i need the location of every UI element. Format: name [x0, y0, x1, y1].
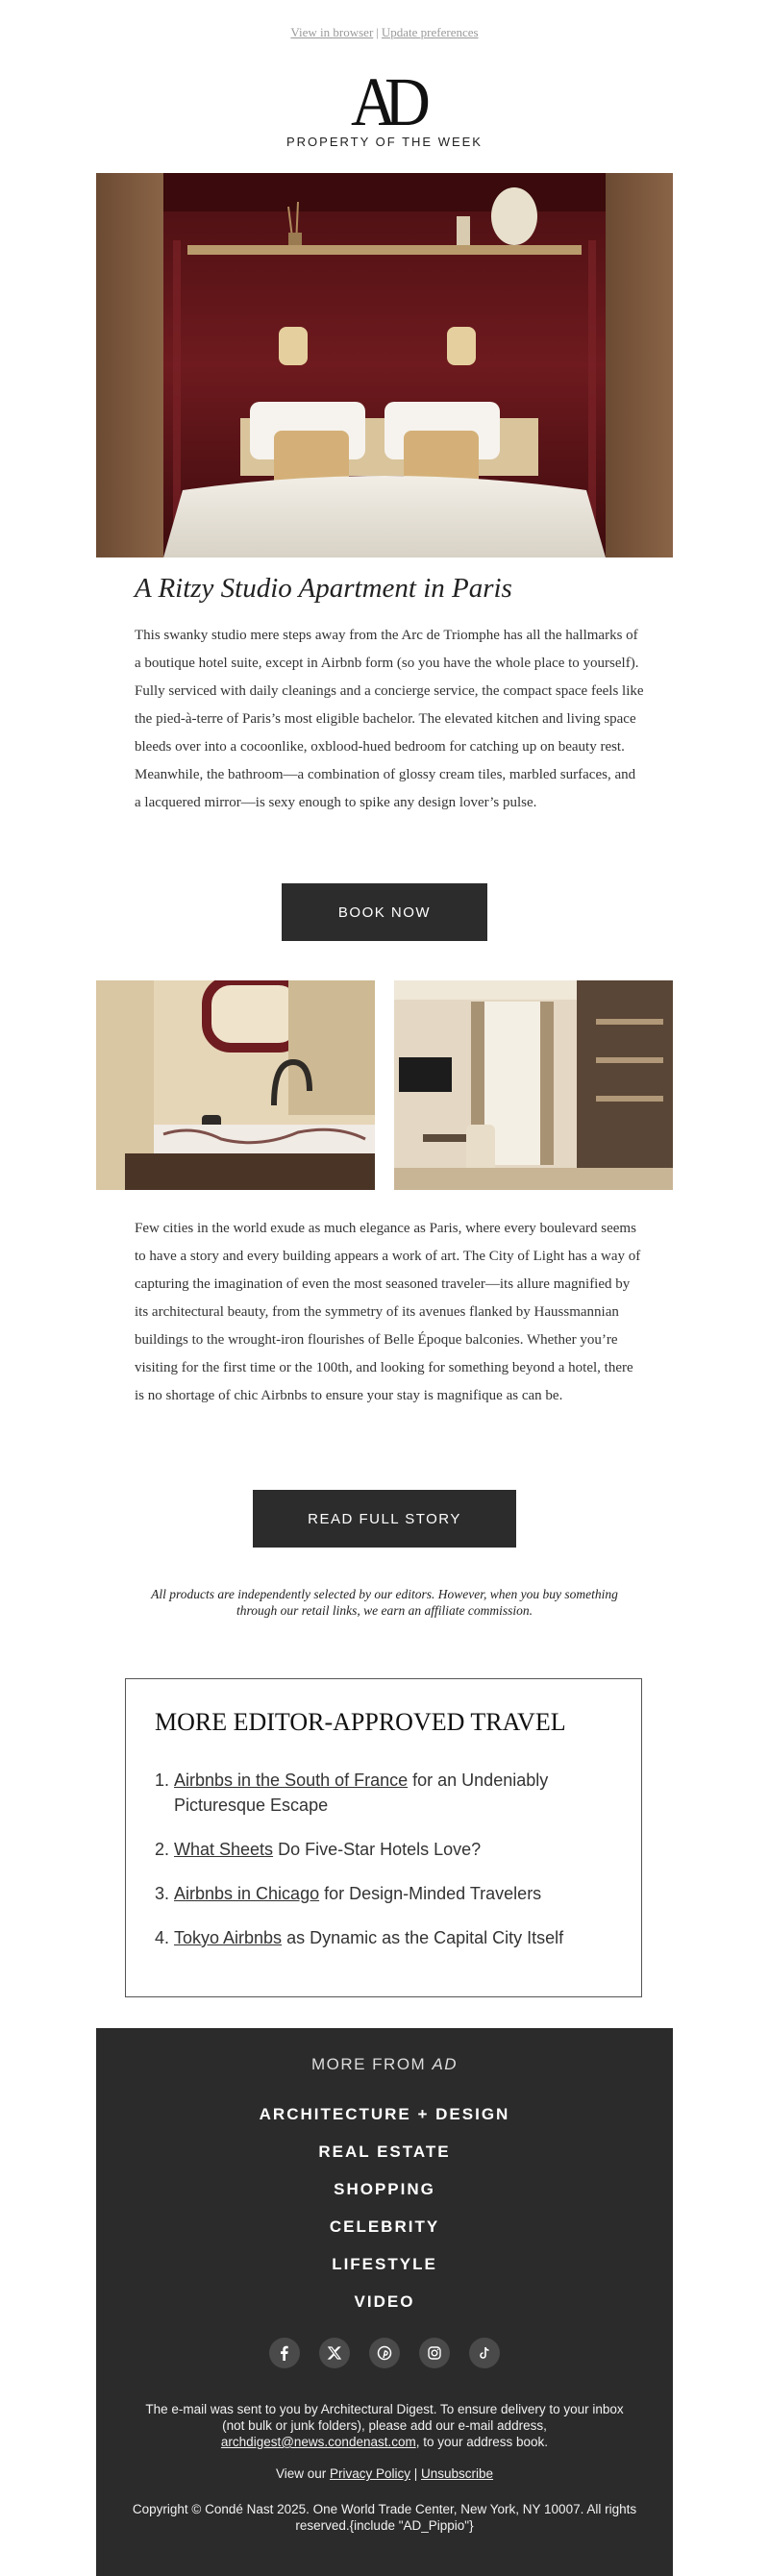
- list-number: 2.: [155, 1840, 170, 1859]
- instagram-icon[interactable]: [419, 2338, 450, 2368]
- footer-nav-lifestyle[interactable]: LIFESTYLE: [332, 2255, 437, 2273]
- travel-link-3[interactable]: Airbnbs in Chicago: [174, 1884, 320, 1903]
- travel-link-1-rest: for an Undeniably Picturesque Escape: [174, 1771, 549, 1815]
- legal-notice: [144, 2401, 625, 2450]
- more-from-heading: [96, 2055, 673, 2074]
- bathroom-image[interactable]: [96, 980, 375, 1190]
- footer-nav-shopping[interactable]: SHOPPING: [334, 2180, 435, 2198]
- more-travel-list: [155, 1768, 607, 1969]
- travel-link-1[interactable]: Airbnbs in the South of France: [174, 1771, 409, 1790]
- footer-nav-celebrity[interactable]: CELEBRITY: [329, 2217, 440, 2236]
- bathroom-illustration: [96, 980, 375, 1190]
- read-full-story-button[interactable]: READ FULL STORY: [253, 1490, 516, 1548]
- book-now-button[interactable]: BOOK NOW: [282, 883, 487, 941]
- list-number: 1.: [155, 1771, 170, 1790]
- living-room-image[interactable]: [394, 980, 673, 1190]
- copyright: Copyright © Condé Nast 2025. One World Trade Center, New York, NY 10007. All rights reserved.{include "AD_Pippio"}: [132, 2502, 637, 2533]
- policy-links: [96, 2466, 673, 2481]
- travel-link-4[interactable]: Tokyo Airbnbs: [174, 1928, 283, 1947]
- list-number: 3.: [155, 1884, 170, 1903]
- tagline: PROPERTY OF THE WEEK: [286, 135, 483, 149]
- list-item: [155, 1881, 607, 1906]
- article-paragraph-1: This swanky studio mere steps away from the Arc de Triomphe has all the hallmarks of a boutique hotel suite, except in Airbnb form (so you have the whole place to yourself). Fully serviced with daily cleanings and a concierge service, the compact space feels like the pied-à-terre of Paris’s most eligible bachelor. The elevated kitchen and living space bleeds over into a cocoonlike, oxblood-hued bedroom for catching up on beauty rest. Meanwhile, the bathroom—a combination of glossy cream tiles, marbled surfaces, and a lacquered mirror—is sexy enough to spike any design lover’s pulse.: [135, 628, 644, 810]
- top-links: [0, 25, 769, 40]
- unsubscribe-link[interactable]: Unsubscribe: [421, 2466, 494, 2481]
- pinterest-icon[interactable]: [369, 2338, 400, 2368]
- hero-bedroom-illustration: [96, 173, 673, 557]
- x-icon[interactable]: [319, 2338, 350, 2368]
- links-separator: |: [410, 2466, 422, 2481]
- ad-logo[interactable]: AD: [351, 63, 418, 140]
- update-preferences-link[interactable]: Update preferences: [381, 25, 479, 39]
- view-our-label: View our: [275, 2466, 330, 2481]
- more-travel-box: [125, 1678, 642, 1997]
- article-title[interactable]: A Ritzy Studio Apartment in Paris: [135, 573, 512, 604]
- affiliate-disclaimer: All products are independently selected by our editors. However, when you buy something through our retail links, we earn an affiliate commission.: [151, 1587, 618, 1618]
- footer-nav-real-estate[interactable]: REAL ESTATE: [318, 2143, 451, 2161]
- list-item: [155, 1925, 607, 1950]
- list-item: [155, 1837, 607, 1862]
- footer: [96, 2028, 673, 2576]
- hero-bedroom-image[interactable]: [96, 173, 673, 557]
- travel-link-3-rest: for Design-Minded Travelers: [319, 1884, 542, 1903]
- email-address-link[interactable]: archdigest@news.condenast.com: [220, 2435, 416, 2449]
- list-item: [155, 1768, 607, 1818]
- social-icons: [96, 2338, 673, 2368]
- footer-nav-architecture-design[interactable]: ARCHITECTURE + DESIGN: [259, 2105, 510, 2123]
- legal-suffix: , to your address book.: [415, 2435, 549, 2449]
- travel-link-4-rest: as Dynamic as the Capital City Itself: [282, 1928, 564, 1947]
- tiktok-icon[interactable]: [469, 2338, 500, 2368]
- more-travel-title: MORE EDITOR-APPROVED TRAVEL: [155, 1708, 566, 1736]
- view-in-browser-link[interactable]: View in browser: [290, 25, 374, 39]
- travel-link-2[interactable]: What Sheets: [174, 1840, 274, 1859]
- living-room-illustration: [394, 980, 673, 1190]
- list-number: 4.: [155, 1928, 170, 1947]
- footer-nav-video[interactable]: VIDEO: [354, 2292, 415, 2311]
- footer-nav: [96, 2095, 673, 2320]
- facebook-icon[interactable]: [269, 2338, 300, 2368]
- more-from-brand: AD: [432, 2055, 459, 2073]
- legal-prefix: The e-mail was sent to you by Architectural Digest. To ensure delivery to your inbox (not bulk or junk folders), please add our e-mail address,: [145, 2402, 624, 2433]
- top-links-separator: |: [376, 25, 379, 39]
- article-paragraph-2: Few cities in the world exude as much elegance as Paris, where every boulevard seems to have a story and every building appears a work of art. The City of Light has a way of capturing the imagination of even the most seasoned traveler—its allure magnified by its architectural beauty, from the symmetry of its avenues flanked by Haussmannian buildings to the wrought-iron flourishes of Belle Époque balconies. Whether you’re visiting for the first time or the 100th, and looking for something beyond a hotel, there is no shortage of chic Airbnbs to ensure your stay is magnifique as can be.: [135, 1221, 641, 1403]
- more-from-label: MORE FROM: [310, 2055, 433, 2073]
- travel-link-2-rest: Do Five-Star Hotels Love?: [273, 1840, 482, 1859]
- privacy-policy-link[interactable]: Privacy Policy: [329, 2466, 410, 2481]
